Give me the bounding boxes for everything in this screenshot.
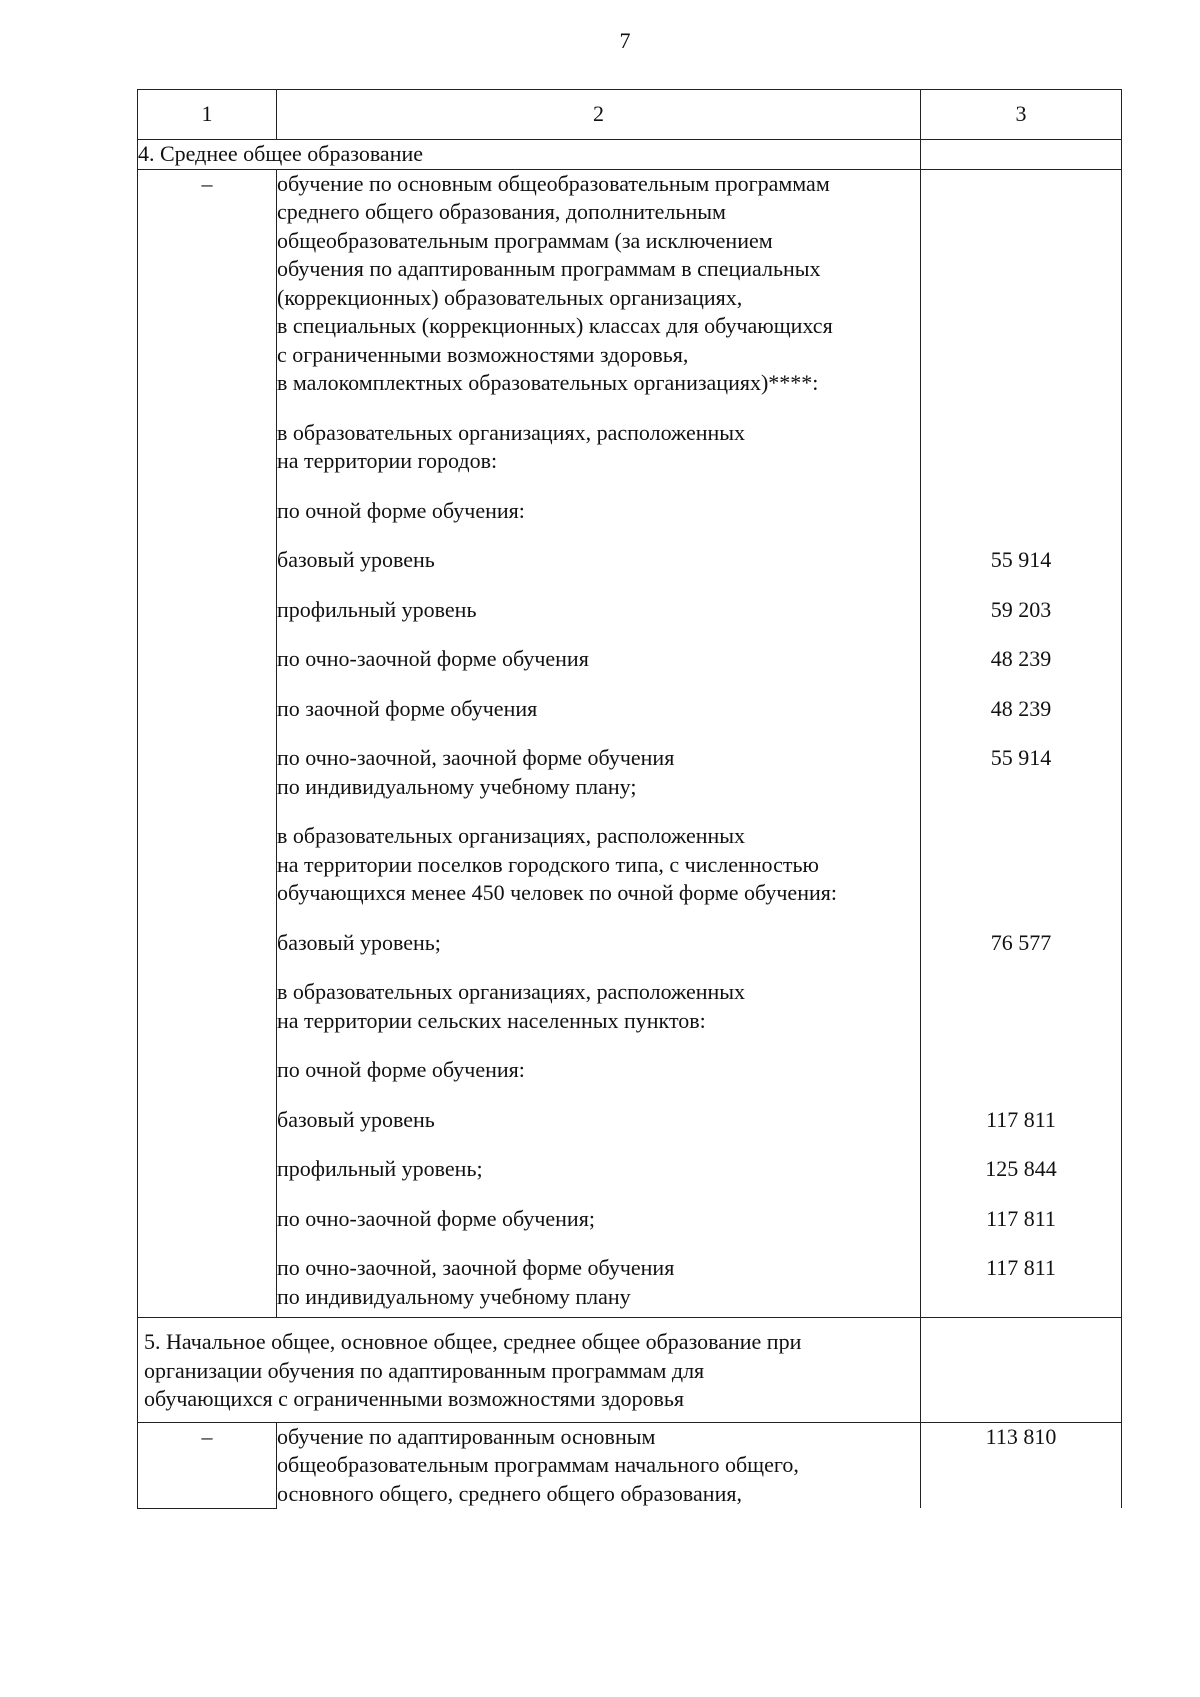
value-cell: 59 203 (990, 596, 1052, 622)
value-cell (921, 978, 1121, 1035)
value-cell: 76 577 (990, 929, 1052, 955)
entry-line: по очно-заочной, заочной форме обучения (277, 1255, 675, 1280)
value-cell: 125 844 (985, 1156, 1057, 1181)
list-item (277, 170, 920, 398)
entry-line: по очно-заочной, заочной форме обучения (277, 745, 675, 770)
entry-line: обучающихся менее 450 человек по очной форме обучения: (277, 880, 837, 905)
list-item (277, 1056, 920, 1085)
entry-line: базовый уровень (277, 547, 435, 572)
value-cell: 48 239 (990, 695, 1052, 721)
entry-line: на территории сельских населенных пунктов: (277, 1007, 706, 1033)
section-4-title: 4. Среднее общее образование (138, 140, 921, 170)
section-5-title-line: организации обучения по адаптированным программам для (144, 1357, 705, 1383)
entry-line: на территории поселков городского типа, с численностью (277, 851, 819, 877)
entry-line: на территории городов: (277, 448, 498, 473)
entry-line: среднего общего образования, дополнительным (277, 199, 726, 224)
entry-line: по очно-заочной форме обучения (277, 646, 589, 671)
list-item (277, 1155, 920, 1184)
entry-line: по индивидуальному учебному плану (277, 1283, 631, 1309)
section-5-title-line: обучающихся с ограниченными возможностями здоровья (144, 1386, 684, 1411)
entry-line: в образовательных организациях, расположенных (277, 823, 746, 848)
column-header-1: 1 (138, 90, 277, 140)
table-header-row (138, 90, 1122, 140)
value-cell: 55 914 (990, 547, 1052, 572)
section-5-title (138, 1318, 921, 1423)
section-5-title-row (138, 1318, 1122, 1423)
list-item (277, 744, 920, 801)
list-item (277, 1106, 920, 1135)
section-5-code: – (138, 1422, 277, 1508)
list-item (277, 929, 920, 958)
entry-line: в специальных (коррекционных) классах для обучающихся (277, 313, 833, 338)
entry-line: общеобразовательным программам (за исключением (277, 227, 773, 253)
entry-line: (коррекционных) образовательных организациях, (277, 284, 743, 310)
section-5-title-value (921, 1318, 1122, 1423)
value-cell: 55 914 (990, 745, 1052, 770)
value-cell: 48 239 (990, 646, 1052, 671)
section-4-code: – (138, 169, 277, 1318)
value-cell: 117 811 (986, 1255, 1056, 1280)
list-item (277, 645, 920, 674)
column-header-3: 3 (921, 90, 1122, 140)
entry-line: с ограниченными возможностями здоровья, (277, 341, 689, 367)
entry-line: по заочной форме обучения (277, 695, 538, 721)
list-item (277, 695, 920, 724)
entry-line: в образовательных организациях, расположенных (277, 419, 746, 445)
list-item (277, 497, 920, 526)
list-item (277, 822, 920, 908)
entry-line: по индивидуальному учебному плану; (277, 773, 637, 799)
entry-line: базовый уровень (277, 1106, 435, 1132)
section-4-values (921, 169, 1122, 1318)
value-cell (921, 419, 1121, 476)
section-5-entry (277, 1422, 921, 1508)
value-cell: 117 811 (986, 1205, 1056, 1231)
list-item (277, 419, 920, 476)
entry-line: основного общего, среднего общего образования, (277, 1480, 742, 1506)
entry-line: обучения по адаптированным программам в специальных (277, 256, 821, 281)
entry-line: профильный уровень (277, 596, 477, 622)
entry-line: базовый уровень; (277, 929, 441, 955)
section-4-entries (277, 169, 921, 1318)
section-4-body-row (138, 169, 1122, 1318)
list-item (277, 978, 920, 1035)
value-cell: 117 811 (986, 1106, 1056, 1132)
list-item (277, 1205, 920, 1234)
column-header-2: 2 (277, 90, 921, 140)
section-4-title-value (921, 140, 1122, 170)
entry-line: общеобразовательным программам начального общего, (277, 1452, 799, 1477)
section-4-title-row (138, 140, 1122, 170)
entry-line: обучение по основным общеобразовательным программам (277, 170, 830, 196)
entry-line: профильный уровень; (277, 1156, 483, 1181)
entry-line: в образовательных организациях, расположенных (277, 979, 746, 1004)
entry-line: по очной форме обучения: (277, 497, 525, 523)
tariff-table (137, 89, 1122, 1509)
list-item (277, 1254, 920, 1311)
page-number: 7 (619, 28, 631, 53)
entry-line: по очной форме обучения: (277, 1057, 525, 1082)
section-5-title-line: 5. Начальное общее, основное общее, среднее общее образование при (144, 1329, 802, 1354)
value-cell (921, 170, 1121, 398)
section-5-body-row (138, 1422, 1122, 1508)
list-item (277, 546, 920, 575)
entry-line: по очно-заочной форме обучения; (277, 1205, 595, 1231)
value-cell (921, 822, 1121, 908)
value-cell (921, 1056, 1121, 1085)
entry-line: в малокомплектных образовательных организациях)****: (277, 370, 819, 395)
value-cell (921, 497, 1121, 526)
list-item (277, 596, 920, 625)
entry-line: обучение по адаптированным основным (277, 1423, 656, 1449)
section-5-value: 113 810 (921, 1422, 1122, 1508)
